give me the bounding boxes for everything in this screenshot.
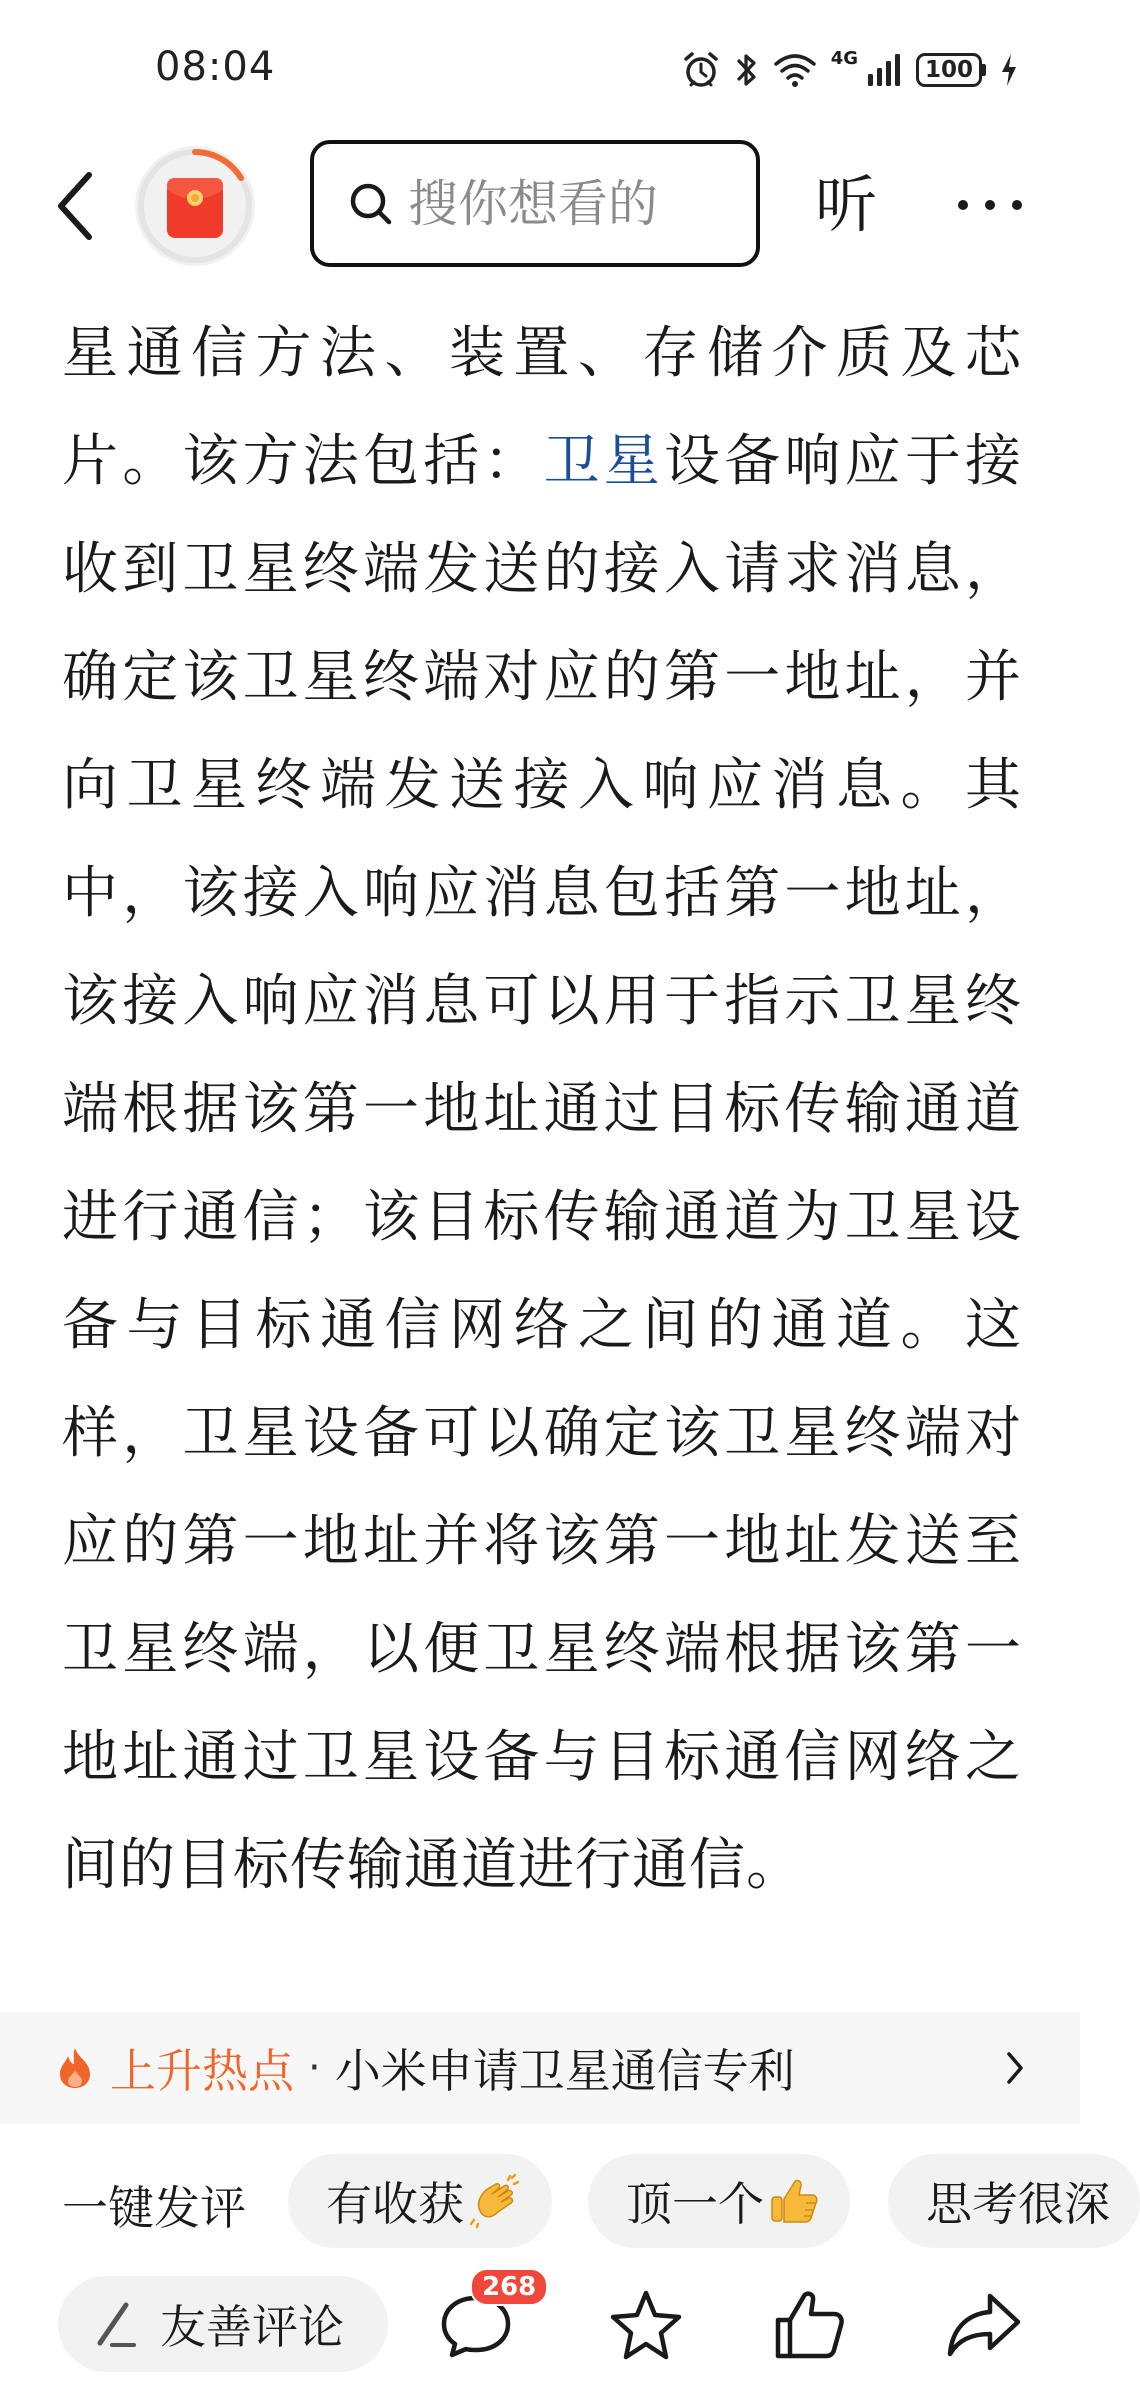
pencil-icon bbox=[94, 2299, 138, 2349]
search-box[interactable] bbox=[310, 140, 760, 267]
more-options-button[interactable] bbox=[955, 170, 1025, 240]
search-icon bbox=[348, 181, 394, 227]
quick-comment-row bbox=[0, 2150, 1110, 2250]
like-button[interactable] bbox=[762, 2280, 858, 2370]
comment-input[interactable] bbox=[58, 2276, 388, 2372]
chip-text: 思考很深 bbox=[926, 2177, 1110, 2231]
comment-count-badge: 268 bbox=[470, 2268, 548, 2306]
article-text-prefix: 片。该方法包括： bbox=[62, 429, 544, 494]
thumbs-up-icon bbox=[772, 2288, 848, 2362]
article-body bbox=[62, 300, 1022, 1920]
fire-icon bbox=[58, 2046, 92, 2090]
chevron-left-icon bbox=[55, 171, 95, 241]
battery-indicator bbox=[916, 53, 986, 87]
more-icon bbox=[957, 198, 1023, 212]
thumbs-up-emoji-icon bbox=[768, 2175, 820, 2227]
share-arrow-icon bbox=[944, 2290, 1024, 2360]
battery-level: 100 bbox=[916, 53, 982, 87]
charging-icon bbox=[1000, 52, 1018, 88]
hot-topic-separator: · bbox=[308, 2045, 321, 2091]
quick-comment-chip-gain[interactable] bbox=[288, 2154, 552, 2248]
quick-comment-chip-deep-thought[interactable] bbox=[888, 2154, 1140, 2248]
article-text-body: 设备响应于接收到卫星终端发送的接入请求消息，确定该卫星终端对应的第一地址，并向卫星终端发送接入响应消息。其中，该接入响应消息包括第一地址，该接入响应消息可以用于指示卫星终端根据该第一地址通过目标传输通道进行通信；该目标传输通道为卫星设备与目标通信网络之间的通道。这样，卫星设备可以确定该卫星终端对应的第一地址并将该第一地址发送至卫星终端，以便卫星终端根据该第一地址通过卫星设备与目标通信网络之间的目标传输通道进行通信。 bbox=[62, 429, 1023, 1898]
signal-icon bbox=[866, 52, 902, 88]
status-time: 08:04 bbox=[155, 44, 276, 90]
listen-button[interactable]: 听 bbox=[815, 168, 878, 241]
alarm-icon bbox=[681, 50, 721, 90]
chevron-right-icon bbox=[1005, 2050, 1025, 2086]
share-button[interactable] bbox=[936, 2280, 1032, 2370]
red-packet-icon bbox=[135, 146, 255, 266]
back-button[interactable] bbox=[45, 166, 105, 246]
comment-input-placeholder: 友善评论 bbox=[160, 2300, 344, 2354]
status-bar bbox=[0, 0, 1080, 140]
status-icons bbox=[681, 48, 1018, 92]
top-nav bbox=[0, 140, 1080, 270]
keyword-link-satellite[interactable]: 卫星 bbox=[543, 429, 665, 494]
clap-emoji-icon bbox=[468, 2174, 522, 2228]
bottom-action-bar bbox=[0, 2270, 1080, 2380]
star-icon bbox=[608, 2288, 684, 2362]
search-input[interactable] bbox=[408, 175, 698, 233]
article-text-line: 星通信方法、装置、存储介质及芯 bbox=[62, 321, 1022, 386]
chip-text: 顶一个 bbox=[626, 2177, 764, 2231]
favorite-button[interactable] bbox=[598, 2280, 694, 2370]
wifi-icon bbox=[773, 52, 817, 88]
red-packet-avatar[interactable] bbox=[135, 146, 255, 266]
network-type: 4G bbox=[830, 48, 858, 69]
quick-comment-chip-upvote[interactable] bbox=[588, 2154, 850, 2248]
chip-text: 有收获 bbox=[326, 2177, 464, 2231]
hot-topic-bar[interactable] bbox=[0, 2012, 1080, 2124]
hot-topic-label: 上升热点 bbox=[110, 2044, 294, 2098]
hot-topic-title: 小米申请卫星通信专利 bbox=[334, 2044, 795, 2098]
bluetooth-icon bbox=[735, 50, 759, 90]
quick-comment-label: 一键发评 bbox=[62, 2181, 246, 2235]
